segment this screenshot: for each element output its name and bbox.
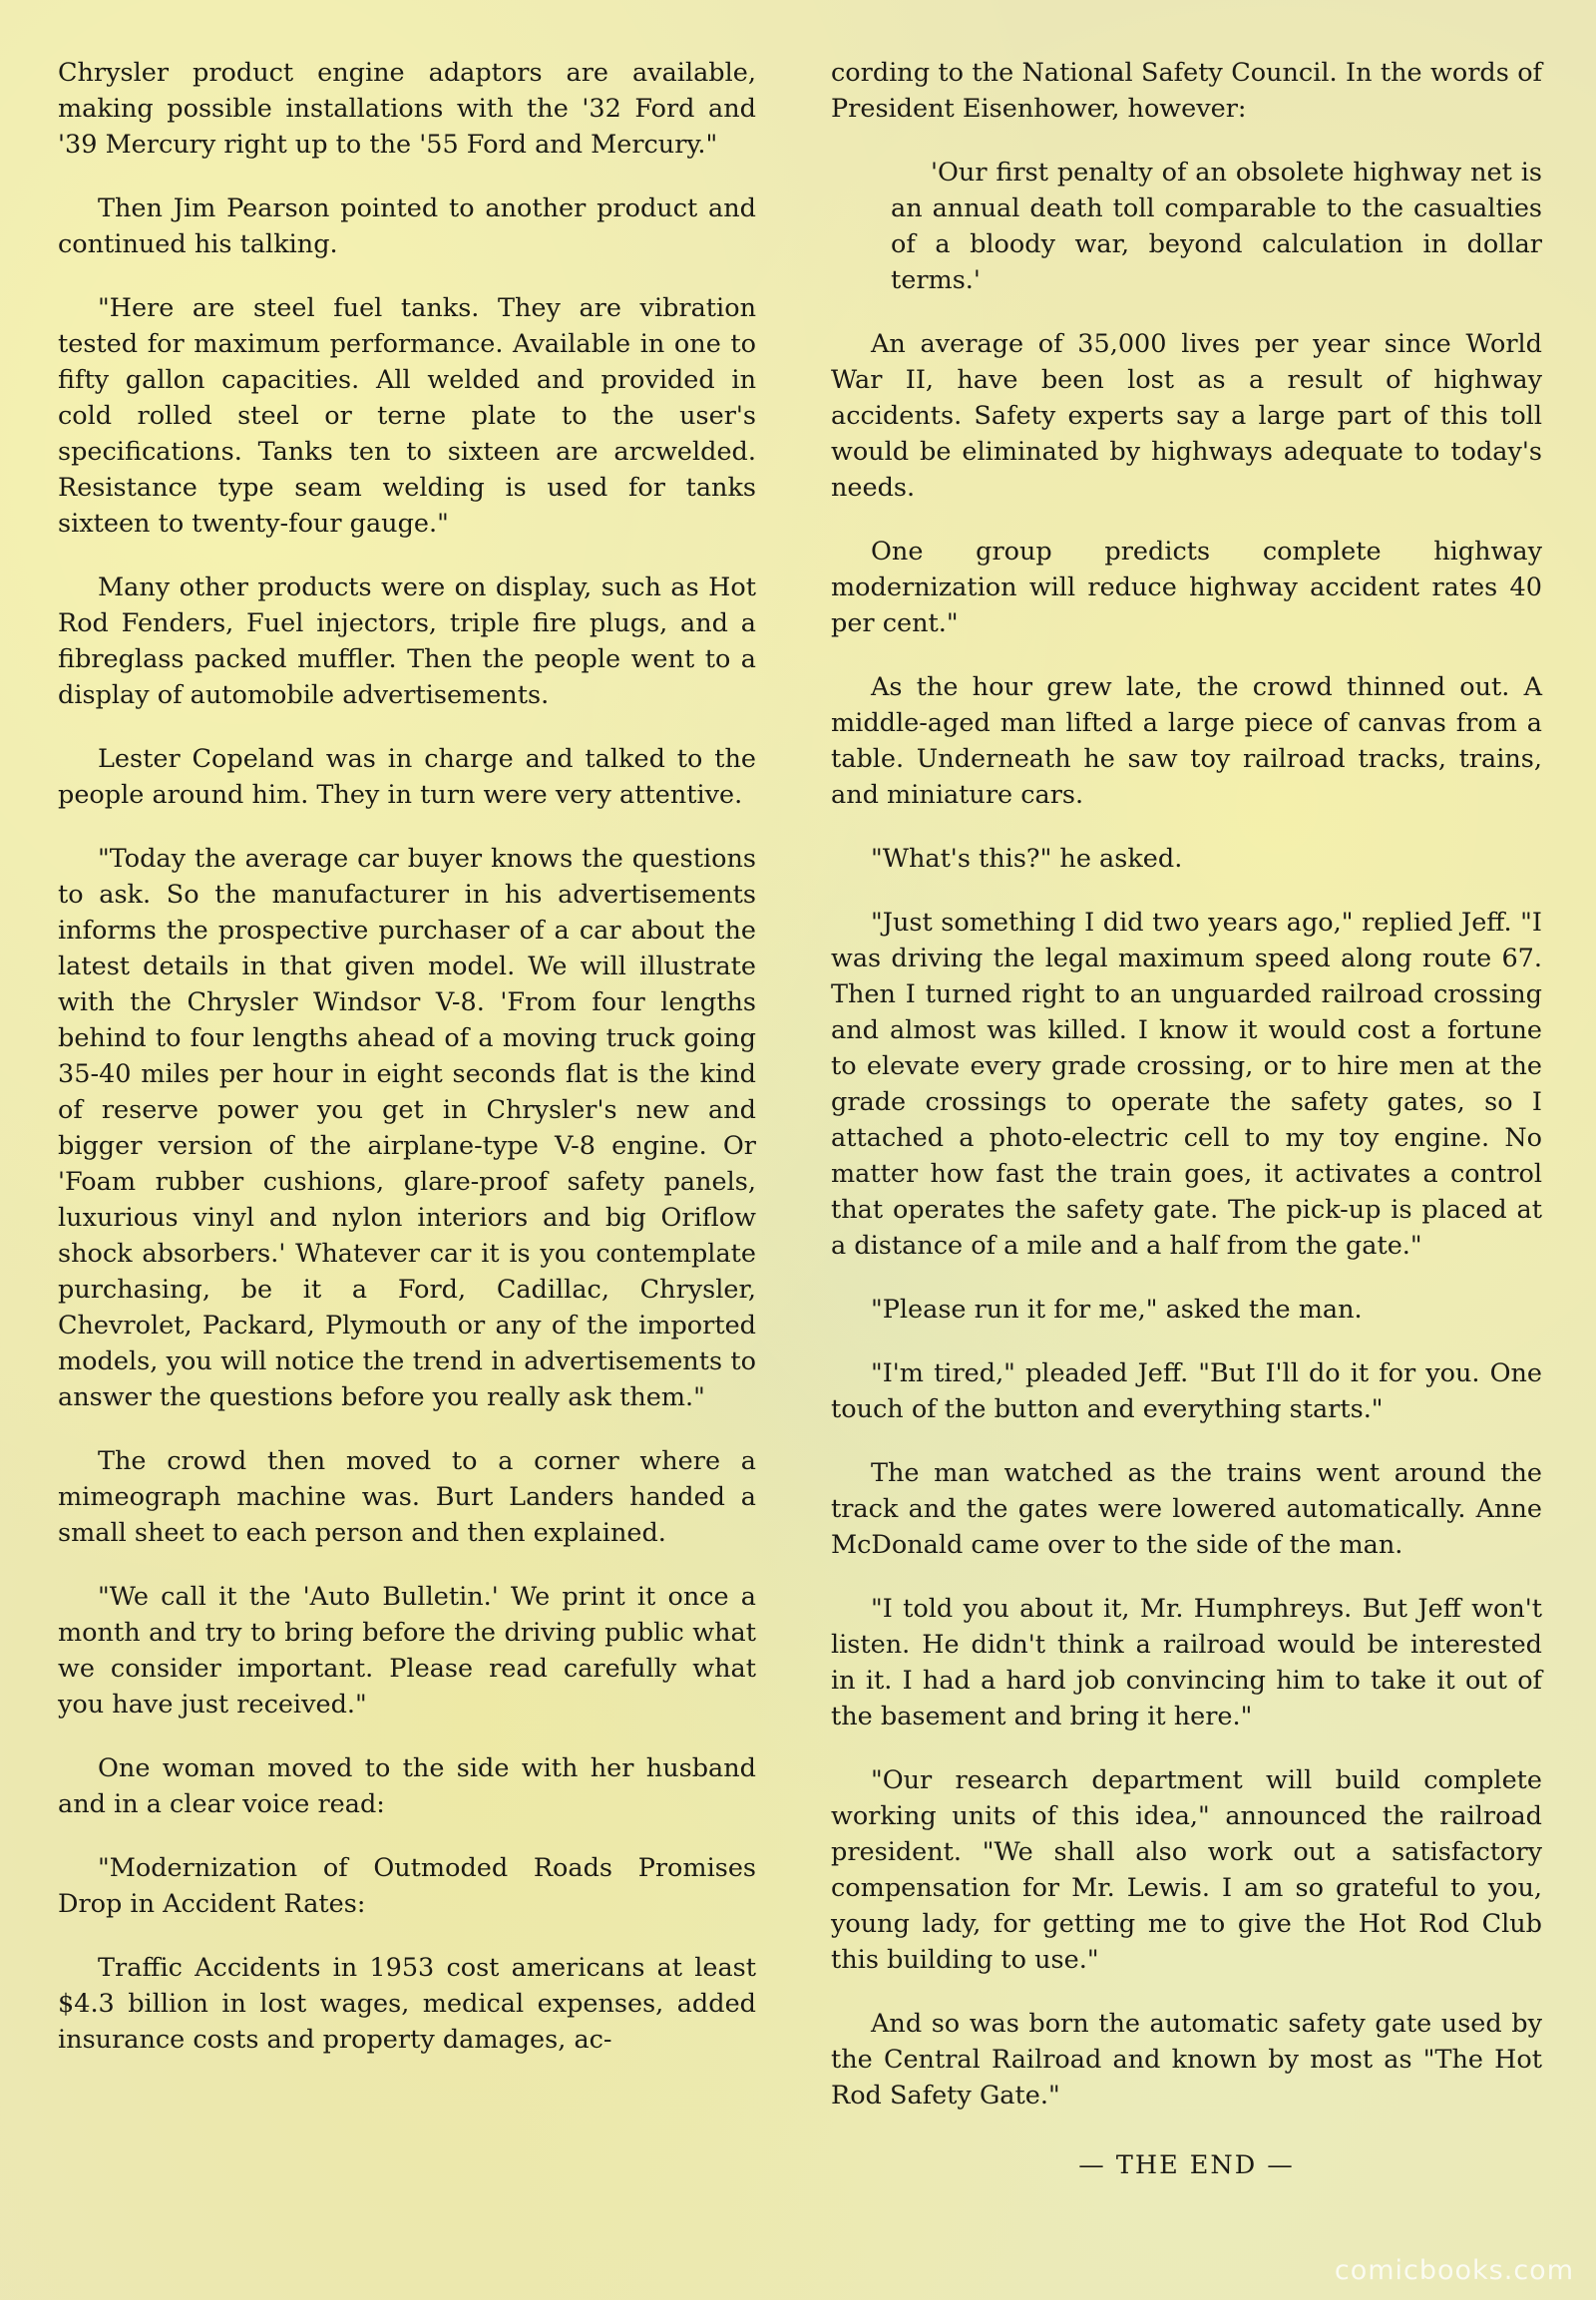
watermark: comicbooks.com <box>1334 2255 1574 2286</box>
paragraph: "Just something I did two years ago," replied Jeff. "I was driving the legal maximum speed along route 67. Then I turned right to an unguarded railroad crossing and almost was killed. I know it would cost a fortune to elevate every grade crossing, or to hire men at the grade crossings to operate the safety gates, so I attached a photo-electric cell to my toy engine. No matter how fast the train goes, it activates a control that operates the safety gate. The pick-up is placed at a distance of a mile and a half from the gate." <box>831 908 1542 1261</box>
paragraph: The crowd then moved to a corner where a mimeograph machine was. Burt Landers handed a small sheet to each person and then explained. <box>58 1446 756 1548</box>
the-end-marker: — THE END — <box>1078 2150 1295 2180</box>
paragraph: "We call it the 'Auto Bulletin.' We print it once a month and try to bring before the driving public what we consider important. Please read carefully what you have just received." <box>58 1582 756 1720</box>
paragraph: "Our research department will build complete working units of this idea," announced the railroad president. "We shall also work out a satisfactory compensation for Mr. Lewis. I am so grateful to you, young lady, for getting me to give the Hot Rod Club this building to use." <box>831 1765 1542 1975</box>
paragraph: One group predicts complete highway modernization will reduce highway accident rates 40 per cent." <box>831 537 1542 638</box>
paragraph: cording to the National Safety Council. In the words of President Eisenhower, however: <box>831 58 1542 124</box>
paragraph: "I'm tired," pleaded Jeff. "But I'll do it for you. One touch of the button and everything starts." <box>831 1358 1542 1424</box>
paragraph: And so was born the automatic safety gate used by the Central Railroad and known by most as "The Hot Rod Safety Gate." <box>831 2009 1542 2110</box>
paragraph: One woman moved to the side with her husband and in a clear voice read: <box>58 1753 756 1819</box>
paragraph: Traffic Accidents in 1953 cost americans at least $4.3 billion in lost wages, medical expenses, added insurance costs and property damages, ac- <box>58 1953 756 2055</box>
left-column <box>58 55 756 2086</box>
paragraph: "Today the average car buyer knows the questions to ask. So the manufacturer in his advertisements informs the prospective purchaser of a car about the latest details in that given model. We will illustrate with the Chrysler Windsor V-8. 'From four lengths behind to four lengths ahead of a moving truck going 35-40 miles per hour in eight seconds flat is the kind of reserve power you get in Chrysler's new and bigger version of the airplane-type V-8 engine. Or 'Foam rubber cushions, glare-proof safety panels, luxurious vinyl and nylon interiors and big Oriflow shock absorbers.' Whatever car it is you contemplate purchasing, be it a Ford, Cadillac, Chrysler, Chevrolet, Packard, Plymouth or any of the imported models, you will notice the trend in advertisements to answer the questions before you really ask them." <box>58 844 756 1412</box>
paragraph: Then Jim Pearson pointed to another product and continued his talking. <box>58 193 756 259</box>
paragraph: "Please run it for me," asked the man. <box>871 1295 1363 1325</box>
paragraph: "Modernization of Outmoded Roads Promises Drop in Accident Rates: <box>58 1853 756 1919</box>
paragraph: "What's this?" he asked. <box>871 844 1183 874</box>
block-quote: 'Our first penalty of an obsolete highway net is an annual death toll comparable to the casualties of a bloody war, beyond calculation in dollar terms.' <box>891 158 1542 295</box>
paragraph: As the hour grew late, the crowd thinned out. A middle-aged man lifted a large piece of canvas from a table. Underneath he saw toy railroad tracks, trains, and miniature cars. <box>831 672 1542 810</box>
right-column <box>831 55 1542 2211</box>
paragraph: "Here are steel fuel tanks. They are vibration tested for maximum performance. Available in one to fifty gallon capacities. All welded and provided in cold rolled steel or terne plate to the user's specifications. Tanks ten to sixteen are arcwelded. Resistance type seam welding is used for tanks sixteen to twenty-four gauge." <box>58 293 756 539</box>
paragraph: "I told you about it, Mr. Humphreys. But Jeff won't listen. He didn't think a railroad would be interested in it. I had a hard job convincing him to take it out of the basement and bring it here." <box>831 1594 1542 1731</box>
paragraph: Lester Copeland was in charge and talked to the people around him. They in turn were very attentive. <box>58 744 756 810</box>
paragraph: An average of 35,000 lives per year since World War II, have been lost as a result of highway accidents. Safety experts say a large part of this toll would be eliminated by highways adequate to today's needs. <box>831 329 1542 503</box>
paragraph: Chrysler product engine adaptors are available, making possible installations with the '32 Ford and '39 Mercury right up to the '55 Ford and Mercury." <box>58 58 756 160</box>
paragraph: The man watched as the trains went around the track and the gates were lowered automatically. Anne McDonald came over to the side of the man. <box>831 1458 1542 1560</box>
paragraph: Many other products were on display, such as Hot Rod Fenders, Fuel injectors, triple fire plugs, and a fibreglass packed muffler. Then the people went to a display of automobile advertisements. <box>58 573 756 710</box>
